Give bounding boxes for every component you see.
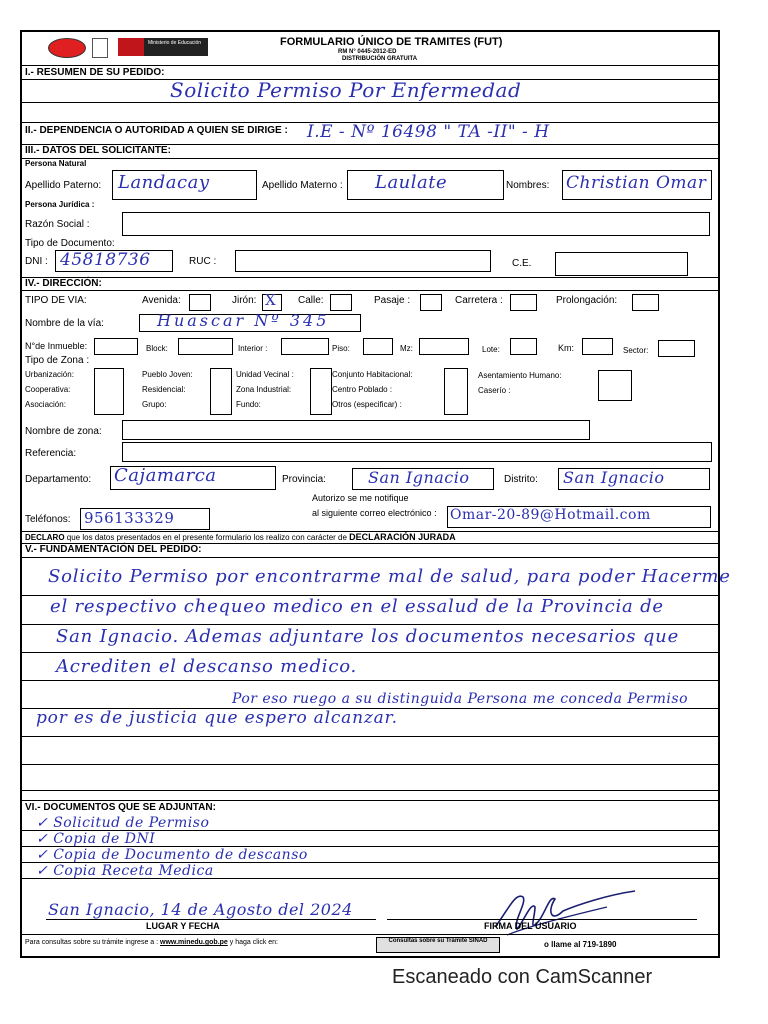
piso-label: Piso: (332, 344, 350, 353)
minedu-link[interactable]: www.minedu.gob.pe (160, 939, 228, 946)
carretera-label: Carretera : (455, 295, 503, 306)
dni-label: DNI : (25, 256, 48, 267)
referencia-label: Referencia: (25, 448, 77, 459)
documento-item-2-text: Copia de DNI (53, 831, 156, 847)
correo-value: Omar-20-89@Hotmail.com (450, 507, 651, 523)
departamento-value: Cajamarca (114, 465, 217, 486)
asociacion-label: Asociación: (25, 400, 66, 409)
lugar-fecha-value: San Ignacio, 14 de Agosto del 2024 (48, 900, 353, 919)
fundamentacion-line-1: Solicito Permiso por encontrarme mal de salud, para poder Hacerme (48, 566, 731, 587)
sector-label: Sector: (623, 346, 649, 355)
apellido-paterno-label: Apellido Paterno: (25, 180, 102, 191)
dni-value: 45818736 (60, 250, 151, 270)
jiron-mark: X (265, 291, 277, 309)
consultas-post: y haga click en: (227, 939, 279, 946)
form-title: FORMULARIO ÚNICO DE TRAMITES (FUT) (280, 36, 503, 48)
pasaje-checkbox[interactable] (420, 294, 442, 311)
firma-line (387, 919, 697, 920)
zona-group-3-box[interactable] (310, 368, 332, 415)
zona-industrial-label: Zona Industrial: (236, 385, 292, 394)
referencia-field[interactable] (122, 442, 712, 462)
fundamentacion-line-3: San Ignacio. Ademas adjuntare los documentos necesarios que (56, 626, 680, 647)
fundamentacion-line-2: el respectivo chequeo medico en el essalud de la Provincia de (50, 596, 664, 617)
piso-field[interactable] (363, 338, 393, 355)
consultas-sinad-button[interactable]: Consultas sobre su Trámite SINAD (376, 937, 500, 953)
carretera-checkbox[interactable] (510, 294, 537, 311)
jiron-label: Jirón: (232, 295, 257, 306)
autorizo-line-2: al siguiente correo electrónico : (312, 508, 437, 518)
sector-field[interactable] (658, 340, 695, 357)
km-label: Km: (558, 343, 575, 353)
dependencia-value[interactable]: I.E - Nº 16498 " TA -II" - H (307, 122, 550, 142)
centro-poblado-label: Centro Poblado : (332, 385, 393, 394)
consultas-pre: Para consultas sobre su trámite ingrese a : (25, 939, 161, 946)
razon-social-field[interactable] (122, 212, 710, 236)
minedu-logo (48, 38, 86, 58)
zona-group-2-box[interactable] (210, 368, 232, 415)
prolongacion-label: Prolongación: (556, 295, 618, 306)
declaracion-jurada-bold: DECLARACIÓN JURADA (349, 532, 456, 542)
documento-item-2: ✓ Copia de DNI (36, 831, 156, 847)
resumen-value[interactable]: Solicito Permiso Por Enfermedad (170, 78, 522, 102)
fundo-label: Fundo: (236, 400, 261, 409)
nombre-via-value: Huascar Nº 345 (157, 311, 330, 330)
distrito-label: Distrito: (504, 474, 538, 485)
interior-label: Interior : (238, 344, 268, 353)
conjunto-label: Conjunto Habitacional: (332, 370, 413, 379)
provincia-value: San Ignacio (368, 468, 470, 487)
calle-checkbox[interactable] (330, 294, 352, 311)
telefono-consultas: o llame al 719-1890 (544, 940, 617, 949)
inmueble-field[interactable] (94, 338, 138, 355)
distribution-note: DISTRIBUCIÓN GRATUITA (342, 56, 418, 62)
lugar-fecha-label: LUGAR Y FECHA (146, 921, 220, 931)
ce-label: C.E. (512, 258, 532, 269)
pueblo-joven-label: Pueblo Joven: (142, 370, 193, 379)
otros-label: Otros (especificar) : (332, 400, 402, 409)
prolongacion-checkbox[interactable] (632, 294, 659, 311)
pasaje-label: Pasaje : (374, 295, 411, 306)
apellido-materno-value: Laulate (375, 172, 448, 193)
nombres-label: Nombres: (506, 180, 550, 191)
consultas-text (25, 939, 278, 946)
logo-text: Ministerio de Educación (148, 40, 202, 46)
zona-group-5-box[interactable] (598, 370, 632, 401)
unidad-vecinal-label: Unidad Vecinal : (236, 370, 294, 379)
zona-group-4-box[interactable] (444, 368, 468, 415)
block-label: Block: (146, 344, 168, 353)
telefonos-label: Teléfonos: (25, 514, 71, 525)
section-iii-heading: III.- DATOS DEL SOLICITANTE: (25, 145, 171, 156)
declaro-mid: que los datos presentados en el presente formulario los realizo con carácter de (64, 533, 350, 542)
section-i-heading: I.- RESUMEN DE SU PEDIDO: (25, 67, 165, 78)
declaro-prefix: DECLARO (25, 533, 65, 542)
fundamentacion-line-5: Por eso ruego a su distinguida Persona me conceda Permiso (232, 691, 689, 707)
calle-label: Calle: (298, 295, 324, 306)
persona-juridica-label: Persona Jurídica : (25, 200, 95, 209)
peru-shield-icon (92, 38, 108, 58)
tipo-zona-label: Tipo de Zona : (25, 355, 90, 366)
avenida-checkbox[interactable] (189, 294, 211, 311)
lote-label: Lote: (482, 345, 500, 354)
lugar-fecha-line (46, 919, 376, 920)
persona-natural-label: Persona Natural (25, 159, 87, 168)
inmueble-label: N°de Inmueble: (25, 341, 88, 351)
avenida-label: Avenida: (142, 295, 181, 306)
grupo-label: Grupo: (142, 400, 167, 409)
mz-field[interactable] (419, 338, 469, 355)
apellido-materno-label: Apellido Materno : (262, 180, 343, 191)
documento-item-3: ✓ Copia de Documento de descanso (36, 847, 308, 863)
user-signature (487, 877, 637, 947)
nombres-value: Christian Omar (566, 173, 707, 193)
asentamiento-label: Asentamiento Humano: (478, 371, 562, 380)
documento-item-4-text: Copia Receta Medica (53, 863, 214, 879)
lote-field[interactable] (510, 338, 537, 355)
razon-social-label: Razón Social : (25, 219, 90, 230)
documento-item-3-text: Copia de Documento de descanso (53, 847, 308, 863)
provincia-label: Provincia: (282, 474, 326, 485)
km-field[interactable] (582, 338, 613, 355)
section-v-heading: V.- FUNDAMENTACIÓN DEL PEDIDO: (25, 544, 202, 555)
section-vi-heading: VI.- DOCUMENTOS QUE SE ADJUNTAN: (25, 802, 216, 813)
documento-item-1: ✓ Solicitud de Permiso (36, 815, 210, 831)
fundamentacion-line-4: Acrediten el descanso medico. (56, 656, 358, 677)
documento-item-4: ✓ Copia Receta Medica (36, 863, 214, 879)
zona-group-1-box[interactable] (94, 368, 124, 415)
ruc-label: RUC : (189, 256, 217, 267)
documento-item-1-text: Solicitud de Permiso (53, 815, 210, 831)
cooperativa-label: Cooperativa: (25, 385, 71, 394)
departamento-label: Departamento: (25, 474, 92, 485)
apellido-paterno-value: Landacay (118, 172, 210, 193)
interior-field[interactable] (281, 338, 329, 355)
section-iv-heading: IV.- DIRECCIÓN: (25, 278, 102, 289)
caserio-label: Caserío : (478, 386, 511, 395)
residencial-label: Residencial: (142, 385, 186, 394)
camscanner-watermark: Escaneado con CamScanner (392, 966, 653, 988)
nombre-zona-label: Nombre de zona: (25, 426, 102, 437)
tipo-documento-label: Tipo de Documento: (25, 238, 115, 249)
ministerio-logo (118, 38, 208, 56)
tipo-via-label: TIPO DE VIA: (25, 295, 87, 306)
firma-label: FIRMA DEL USUARIO (484, 921, 577, 931)
autorizo-line-1: Autorizo se me notifique (312, 493, 409, 503)
urbanizacion-label: Urbanización: (25, 370, 74, 379)
fut-form (20, 30, 731, 958)
nombre-zona-field[interactable] (122, 420, 590, 440)
rm-number: RM N° 0445-2012-ED (338, 49, 397, 55)
fundamentacion-line-6: por es de justicia que espero alcanzar. (36, 708, 398, 728)
declaracion-jurada-text (25, 532, 456, 542)
block-field[interactable] (178, 338, 233, 355)
distrito-value: San Ignacio (563, 468, 665, 487)
ce-field[interactable] (555, 252, 688, 276)
ruc-field[interactable] (235, 250, 491, 272)
mz-label: Mz: (400, 344, 413, 353)
nombre-via-label: Nombre de la vía: (25, 318, 104, 329)
section-ii-heading: II.- DEPENDENCIA O AUTORIDAD A QUIEN SE DIRIGE : (25, 125, 288, 136)
telefonos-value: 956133329 (84, 509, 175, 527)
